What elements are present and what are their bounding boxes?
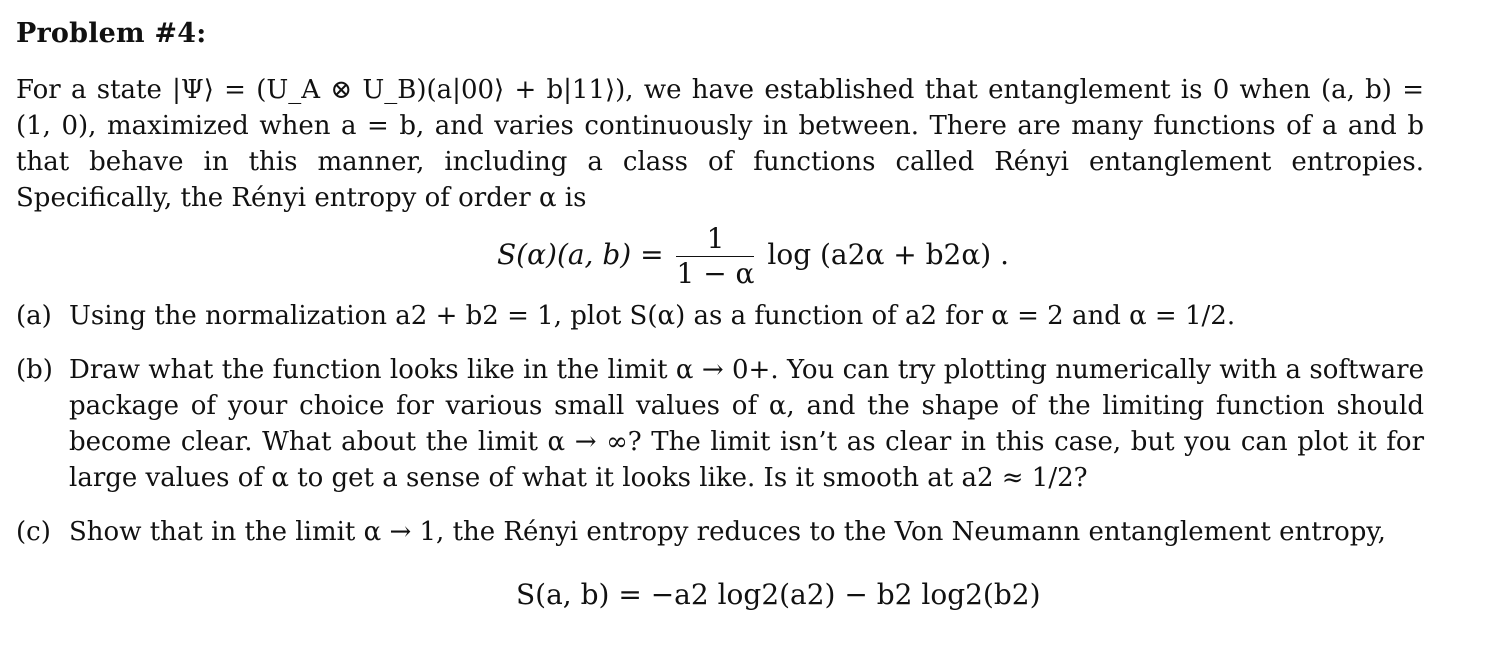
- renyi-formula-rhs: log (a2α + b2α) .: [767, 238, 1009, 271]
- part-b-label: (b): [16, 355, 53, 385]
- renyi-formula-fraction: [676, 222, 754, 291]
- part-b-text: Draw what the function looks like in the limit α → 0+. You can try plotting numerically with a software package of your choice for various small values of α, and the shape of the limiting function should become clear. What about the limit α → ∞? The limit isn’t as clear in this case, but you can plot it for large values of α to get a sense of what it looks like. Is it smooth at a2 ≈ 1/2?: [69, 355, 1424, 493]
- problem-intro: For a state |Ψ⟩ = (U_A ⊗ U_B)(a|00⟩ + b|11⟩), we have established that entanglement is 0 when (a, b) = (1, 0), maximized when a = b, and varies continuously in between. There are many functions of a and b that behave in this manner, including a class of functions called Rényi entanglement entropies. Specifically, the Rényi entropy of order α is: [16, 75, 1424, 213]
- renyi-formula-denominator: 1 − α: [676, 257, 755, 290]
- renyi-formula: [497, 222, 1009, 291]
- part-a: [16, 298, 1424, 334]
- von-neumann-formula: S(a, b) = −a2 log2(a2) − b2 log2(b2): [516, 578, 1041, 611]
- part-a-text: Using the normalization a2 + b2 = 1, plot S(α) as a function of a2 for α = 2 and α = 1/2.: [69, 301, 1236, 331]
- part-a-label: (a): [16, 301, 52, 331]
- renyi-formula-lhs: S(α)(a, b) =: [497, 238, 664, 271]
- part-c: [16, 514, 1424, 550]
- part-b: [16, 352, 1424, 496]
- part-c-label: (c): [16, 517, 51, 547]
- problem-title: Problem #4:: [16, 18, 207, 49]
- part-c-text: Show that in the limit α → 1, the Rényi entropy reduces to the Von Neumann entanglement entropy,: [69, 517, 1386, 547]
- renyi-formula-numerator: 1: [676, 222, 754, 257]
